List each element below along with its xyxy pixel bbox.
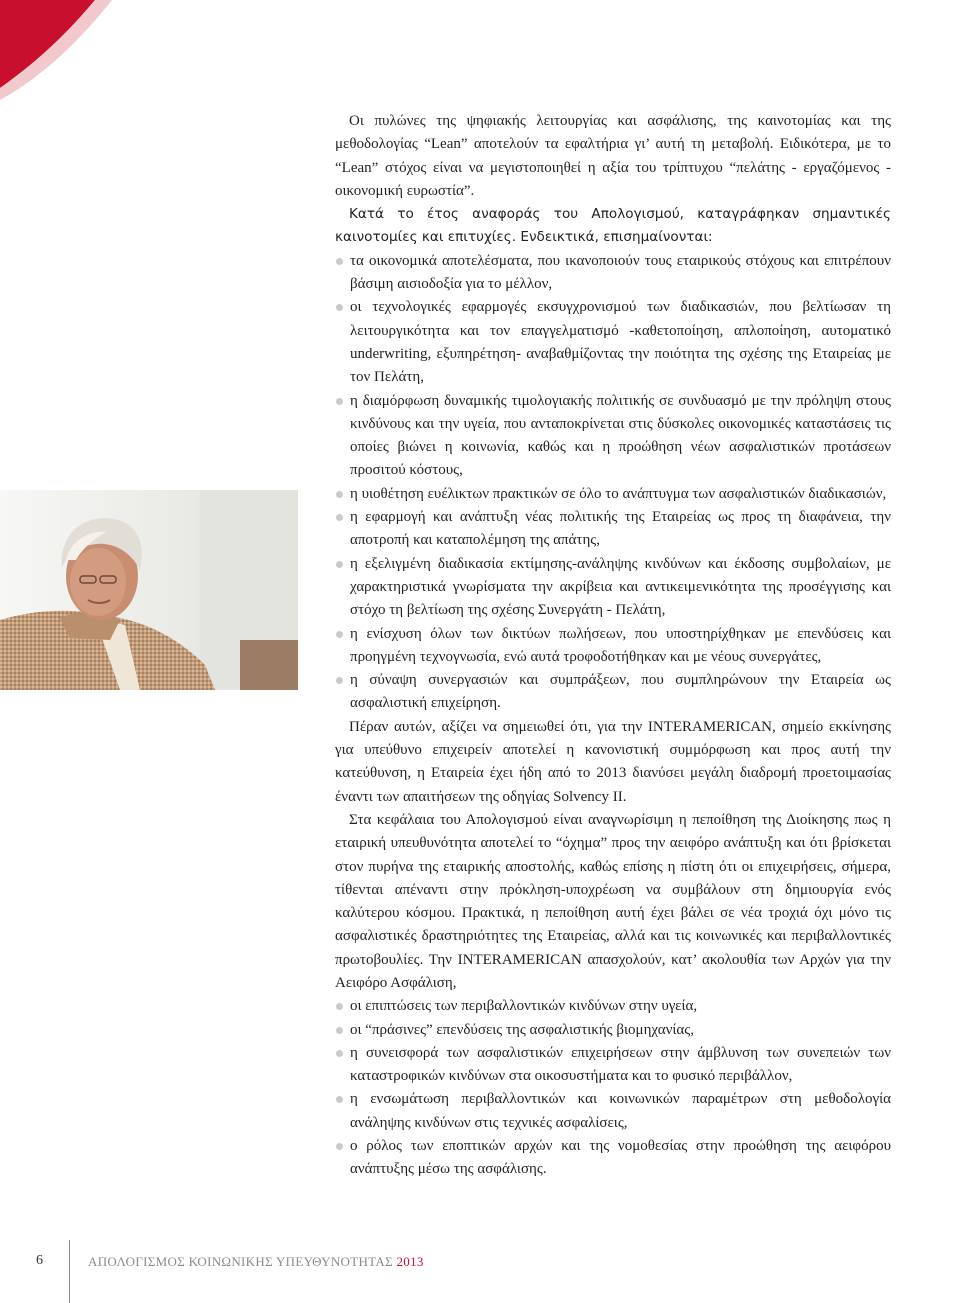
list-item: η σύναψη συνεργασιών και συμπράξεων, που συμπληρώνουν την Εταιρεία ως ασφαλιστική επιχείρηση. <box>335 669 891 716</box>
list-item: η διαμόρφωση δυναμικής τιμολογιακής πολιτικής σε συνδυασμό με την πρόληψη στους κινδύνους και την υγεία, που ανταποκρίνεται στις δύσκολες οικονομικές καταστάσεις τις οποίες βιώνει η κοινωνία, καθώς και η προώθηση νέων ασφαλιστικών προτάσεων προσιτού κόστους, <box>335 390 891 483</box>
footer-title <box>88 1254 424 1270</box>
page-number: 6 <box>36 1253 43 1268</box>
solvency-paragraph: Πέραν αυτών, αξίζει να σημειωθεί ότι, για την INTERAMERICAN, σημείο εκκίνησης για υπεύθυνο επιχειρείν αποτελεί η κανονιστική συμμόρφωση και προς αυτή την κατεύθυνση, η Εταιρεία έχει ήδη από το 2013 διανύσει μεγάλη διαδρομή προετοιμασίας έναντι των απαιτήσεων της οδηγίας Solvency II. <box>335 718 891 805</box>
achievements-intro-paragraph: Κατά το έτος αναφοράς του Απολογισμού, καταγράφηκαν σημαντικές καινοτομίες και επιτυχίες. Ενδεικτικά, επισημαίνονται: <box>335 206 891 246</box>
list-item: τα οικονομικά αποτελέσματα, που ικανοποιούν τους εταιρικούς στόχους και επιτρέπουν βάσιμη αισιοδοξία για το μέλλον, <box>335 250 891 297</box>
page-footer <box>0 1240 960 1303</box>
report-title: ΑΠΟΛΟΓΙΣΜΟΣ ΚΟΙΝΩΝΙΚΗΣ ΥΠΕΥΘΥΝΟΤΗΤΑΣ <box>88 1254 393 1269</box>
report-year: 2013 <box>396 1254 424 1269</box>
sustainability-list <box>335 995 891 1181</box>
achievements-list <box>335 250 891 716</box>
main-text-column <box>335 110 891 1182</box>
list-item: οι τεχνολογικές εφαρμογές εκσυγχρονισμού των διαδικασιών, που βελτίωσαν τη λειτουργικότητα και τον επαγγελματισμό -καθετοποίηση, απλοποίηση, αυτοματικό underwriting, εξυπηρέτηση- αναβαθμίζοντας την ποιότητα της σχέσης της Εταιρείας με τον Πελάτη, <box>335 296 891 389</box>
list-item: η ενίσχυση όλων των δικτύων πωλήσεων, που υποστηρίχθηκαν με επενδύσεις και προηγμένη τεχνογνωσία, ενώ αυτά τροφοδοτήθηκαν και με νέους συνεργάτες, <box>335 623 891 670</box>
list-item: η υιοθέτηση ευέλικτων πρακτικών σε όλο το ανάπτυγμα των ασφαλιστικών διαδικασιών, <box>335 483 891 506</box>
list-item: η εξελιγμένη διαδικασία εκτίμησης-ανάληψης κινδύνων και έκδοσης συμβολαίων, με χαρακτηριστικά γνωρίσματα την ακρίβεια και αντικειμενικότητα της προσέγγισης και στόχο τη βελτίωση της σχέσης Συνεργάτη - Πελάτη, <box>335 553 891 623</box>
list-item: η συνεισφορά των ασφαλιστικών επιχειρήσεων στην άμβλυνση των συνεπειών των καταστροφικών κινδύνων στα οικοσυστήματα και το φυσικό περιβάλλον, <box>335 1042 891 1089</box>
corner-arc-decoration <box>0 0 150 110</box>
list-item: η ενσωμάτωση περιβαλλοντικών και κοινωνικών παραμέτρων στη μεθοδολογία ανάληψης κινδύνων στις τεχνικές ασφαλίσεις, <box>335 1088 891 1135</box>
list-item: οι επιπτώσεις των περιβαλλοντικών κινδύνων στην υγεία, <box>335 995 891 1018</box>
intro-paragraph: Οι πυλώνες της ψηφιακής λειτουργίας και ασφάλισης, της καινοτομίας και της μεθοδολογίας “Lean” αποτελούν τα εφαλτήρια γι’ αυτή τη μεταβολή. Ειδικότερα, με το “Lean” στόχος είναι να μεγιστοποιηθεί η αξία του τρίπτυχου “πελάτης - εργαζόμενος - οικονομική ευρωστία”. <box>335 113 891 199</box>
sustainability-paragraph: Στα κεφάλαια του Απολογισμού είναι αναγνωρίσιμη η πεποίθηση της Διοίκησης πως η εταιρική υπευθυνότητα αποτελεί το “όχημα” προς την αειφόρο ανάπτυξη και ότι βρίσκεται στον πυρήνα της εταιρικής αποστολής, καθώς επίσης η πίστη ότι οι επιχειρήσεις, σήμερα, τίθενται απέναντι στην πρόκληση-υποχρέωση να συμβάλουν στη δημιουργία ενός καλύτερου κόσμου. Πρακτικά, η πεποίθηση αυτή έχει βάλει σε νέα τροχιά όχι μόνο τις ασφαλιστικές δραστηριότητες της Εταιρείας, αλλά και τις κοινωνικές και περιβαλλοντικές πρωτοβουλίες. Την INTERAMERICAN απασχολούν, κατ’ ακολουθία των Αρχών για την Αειφόρο Ασφάλιση, <box>335 811 891 991</box>
list-item: η εφαρμογή και ανάπτυξη νέας πολιτικής της Εταιρείας ως προς τη διαφάνεια, την αποτροπή και καταπολέμηση της απάτης, <box>335 506 891 553</box>
list-item: οι “πράσινες” επενδύσεις της ασφαλιστικής βιομηχανίας, <box>335 1019 891 1042</box>
footer-divider <box>69 1240 70 1303</box>
list-item: ο ρόλος των εποπτικών αρχών και της νομοθεσίας στην προώθηση της αειφόρου ανάπτυξης μέσω της ασφάλισης. <box>335 1135 891 1182</box>
executive-portrait-photo <box>0 490 298 690</box>
